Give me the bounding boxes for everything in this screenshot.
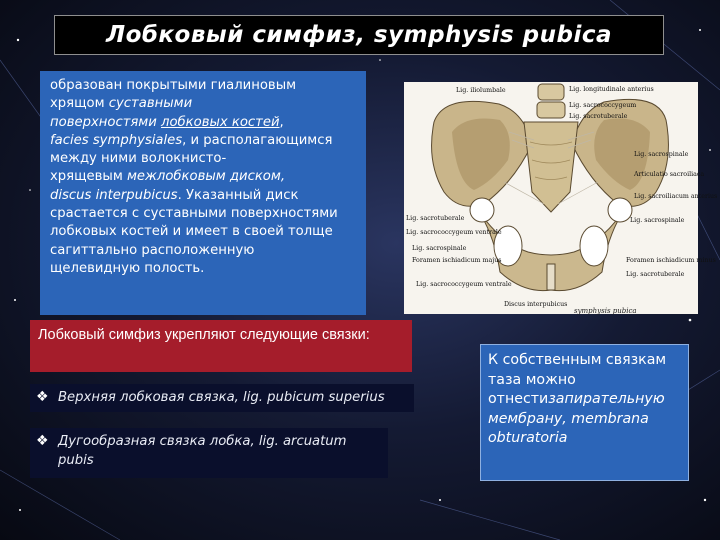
side-note-box: [480, 344, 689, 481]
ligament-item: [30, 384, 414, 412]
fig-label: Lig. iliolumbale: [456, 87, 506, 94]
fig-label: Lig. sacrospinale: [634, 151, 689, 158]
desc-text: хрящом: [50, 96, 109, 112]
desc-line: [50, 168, 358, 186]
desc-line: [50, 132, 358, 150]
fig-label: Lig. sacrococcygeum: [569, 102, 637, 109]
fig-label: Lig. sacrospinale: [412, 245, 467, 252]
desc-text: срастается с суставными поверхностями: [50, 206, 338, 222]
desc-term: facies symphysiales: [50, 132, 183, 148]
desc-text: . Указанный диск: [177, 187, 299, 203]
desc-term: discus interpubicus: [50, 187, 178, 203]
fig-label: Lig. sacrotuberale: [569, 113, 628, 120]
fig-label: Foramen ischiadicum minus: [626, 257, 716, 264]
fig-label: Articulatio sacroiliaca: [634, 171, 705, 178]
fig-label: Lig. longitudinale anterius: [569, 86, 654, 93]
ligaments-header: Лобковый симфиз укрепляют следующие связки:: [30, 320, 412, 372]
desc-line: [50, 150, 358, 168]
slide-title: Лобковый симфиз, symphysis pubica: [105, 22, 613, 48]
desc-text: сагиттально расположенную: [50, 242, 255, 258]
desc-text: , и располагающимся: [182, 132, 333, 148]
diamond-bullet-icon: ❖: [36, 433, 49, 449]
slide-title-bar: [54, 15, 664, 55]
ligament-text: Дугообразная связка лобка, lig. arcuatum pubis: [58, 434, 347, 468]
diamond-bullet-icon: ❖: [36, 389, 49, 405]
desc-line: [50, 260, 358, 278]
desc-line: [50, 77, 358, 95]
fig-label: Foramen ischiadicum majus: [412, 257, 502, 264]
desc-text: образован покрытыми гиалиновым: [50, 78, 297, 93]
desc-line: [50, 242, 358, 260]
desc-text: щелевидную полость.: [50, 260, 205, 276]
fig-label: Discus interpubicus: [504, 301, 568, 308]
desc-line: [50, 114, 358, 132]
ligament-text: Верхняя лобковая связка, lig. pubicum superius: [58, 390, 385, 405]
ligament-item: [30, 428, 388, 478]
desc-line: [50, 205, 358, 223]
figure-caption: symphysis pubica: [574, 307, 637, 315]
fig-label: Lig. sacrococcygeum ventrale: [406, 229, 502, 236]
desc-text: между ними волокнисто-: [50, 151, 227, 167]
desc-line: [50, 95, 358, 113]
side-note-term: запирательную мембрану, membrana obturatoria: [488, 391, 665, 447]
desc-term: суставными: [108, 96, 193, 112]
desc-term: поверхностями: [50, 114, 162, 130]
fig-label: Lig. sacrococcygeum ventrale: [416, 281, 512, 288]
desc-link-term: лобковых костей: [161, 114, 280, 130]
fig-label: Lig. sacrospinale: [630, 217, 685, 224]
desc-term: межлобковым диском,: [126, 169, 286, 185]
pelvis-illustration: [404, 82, 718, 314]
desc-line: [50, 187, 358, 205]
desc-text: лобковых костей и имеет в своей толще: [50, 224, 333, 240]
fig-label: Lig. sacroiliacum anterius: [634, 193, 718, 200]
fig-label: Lig. sacrotuberale: [626, 271, 685, 278]
desc-text: хрящевым: [50, 169, 127, 185]
description-box: [40, 71, 366, 315]
desc-line: [50, 223, 358, 241]
desc-text: ,: [279, 114, 284, 130]
fig-label: Lig. sacrotuberale: [406, 215, 465, 222]
pelvis-drawing: [404, 82, 718, 314]
side-note-text: К собственным связкам таза можно отнести: [488, 352, 667, 408]
